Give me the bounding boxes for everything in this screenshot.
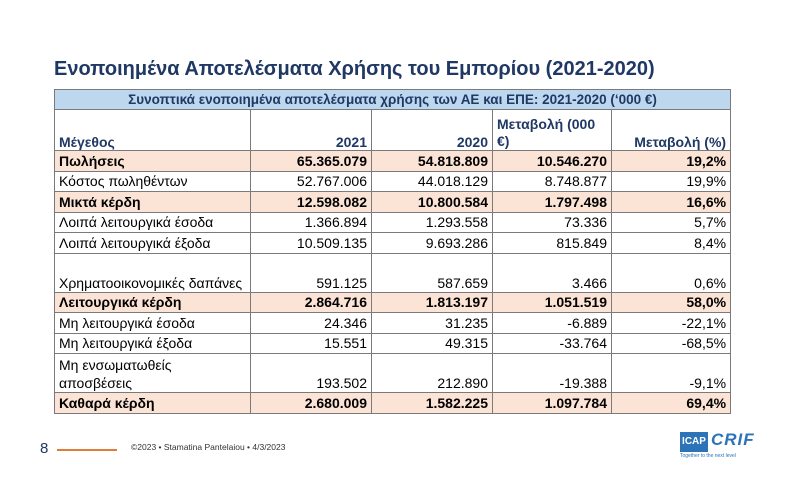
cell-2021: 12.598.082 [251,192,372,213]
cell-2020: 587.659 [372,253,493,292]
cell-change-abs: 73.336 [493,212,612,233]
table-row [55,233,731,254]
table-row [55,253,731,292]
cell-change-abs: -33.764 [493,333,612,354]
cell-2020: 212.890 [372,354,493,393]
row-label: Μη ενσωματωθείς αποσβέσεις [55,354,251,393]
header-2021: 2021 [251,110,372,151]
table-row [55,333,731,354]
row-label: Μη λειτουργικά έσοδα [55,313,251,334]
page-number: 8 [40,440,49,457]
row-label: Λοιπά λειτουργικά έσοδα [55,212,251,233]
icap-logo-box: ICAP [680,432,708,452]
cell-2020: 9.693.286 [372,233,493,254]
cell-change-pct: -68,5% [612,333,731,354]
cell-change-abs: -6.889 [493,313,612,334]
cell-change-pct: 69,4% [612,393,731,414]
cell-2021: 65.365.079 [251,151,372,172]
cell-change-abs: 1.797.498 [493,192,612,213]
table-row [55,313,731,334]
footer-copyright: ©2023 • Stamatina Pantelaiou • 4/3/2023 [131,442,286,452]
cell-2021: 52.767.006 [251,171,372,192]
table-caption: Συνοπτικά ενοποιημένα αποτελέσματα χρήσης των ΑΕ και ΕΠΕ: 2021-2020 (‘000 €) [55,90,731,110]
table-row [55,292,731,313]
cell-change-abs: -19.388 [493,354,612,393]
table-row [55,354,731,393]
row-label: Λειτουργικά κέρδη [55,292,251,313]
table-row [55,212,731,233]
header-change-abs: Μεταβολή (000 €) [493,110,612,151]
cell-2020: 44.018.129 [372,171,493,192]
cell-2020: 31.235 [372,313,493,334]
results-table [54,89,731,414]
cell-change-abs: 3.466 [493,253,612,292]
cell-change-pct: 5,7% [612,212,731,233]
cell-2020: 1.293.558 [372,212,493,233]
row-label: Πωλήσεις [55,151,251,172]
table-body [55,151,731,414]
table-row [55,171,731,192]
cell-change-abs: 815.849 [493,233,612,254]
crif-logo-text: CRIF [711,430,755,449]
header-change-pct: Μεταβολή (%) [612,110,731,151]
cell-2021: 10.509.135 [251,233,372,254]
cell-change-pct: -9,1% [612,354,731,393]
row-label: Μικτά κέρδη [55,192,251,213]
logo-tagline: Together to the next level [680,453,736,459]
cell-change-pct: 58,0% [612,292,731,313]
cell-2021: 15.551 [251,333,372,354]
cell-2020: 54.818.809 [372,151,493,172]
table-row [55,192,731,213]
table-caption-row [55,90,731,110]
cell-change-pct: 0,6% [612,253,731,292]
cell-change-pct: -22,1% [612,313,731,334]
row-label: Καθαρά κέρδη [55,393,251,414]
cell-2021: 24.346 [251,313,372,334]
table-row [55,393,731,414]
cell-change-pct: 19,9% [612,171,731,192]
row-label: Κόστος πωληθέντων [55,171,251,192]
cell-2020: 1.582.225 [372,393,493,414]
row-label: Λοιπά λειτουργικά έξοδα [55,233,251,254]
cell-2020: 49.315 [372,333,493,354]
cell-2021: 193.502 [251,354,372,393]
table-row [55,151,731,172]
header-2020: 2020 [372,110,493,151]
icap-crif-logo [680,426,762,460]
slide-title: Ενοποιημένα Αποτελέσματα Χρήσης του Εμπορίου (2021-2020) [54,58,655,80]
cell-2020: 1.813.197 [372,292,493,313]
cell-2021: 2.864.716 [251,292,372,313]
header-metric: Μέγεθος [55,110,251,151]
cell-change-abs: 10.546.270 [493,151,612,172]
row-label: Χρηματοοικονομικές δαπάνες [55,253,251,292]
table-header-row [55,110,731,151]
cell-2021: 591.125 [251,253,372,292]
cell-change-pct: 8,4% [612,233,731,254]
cell-change-abs: 8.748.877 [493,171,612,192]
cell-2021: 2.680.009 [251,393,372,414]
footer-accent-line [57,449,117,451]
cell-change-pct: 19,2% [612,151,731,172]
cell-change-pct: 16,6% [612,192,731,213]
row-label: Μη λειτουργικά έξοδα [55,333,251,354]
cell-change-abs: 1.097.784 [493,393,612,414]
cell-2021: 1.366.894 [251,212,372,233]
cell-2020: 10.800.584 [372,192,493,213]
cell-change-abs: 1.051.519 [493,292,612,313]
